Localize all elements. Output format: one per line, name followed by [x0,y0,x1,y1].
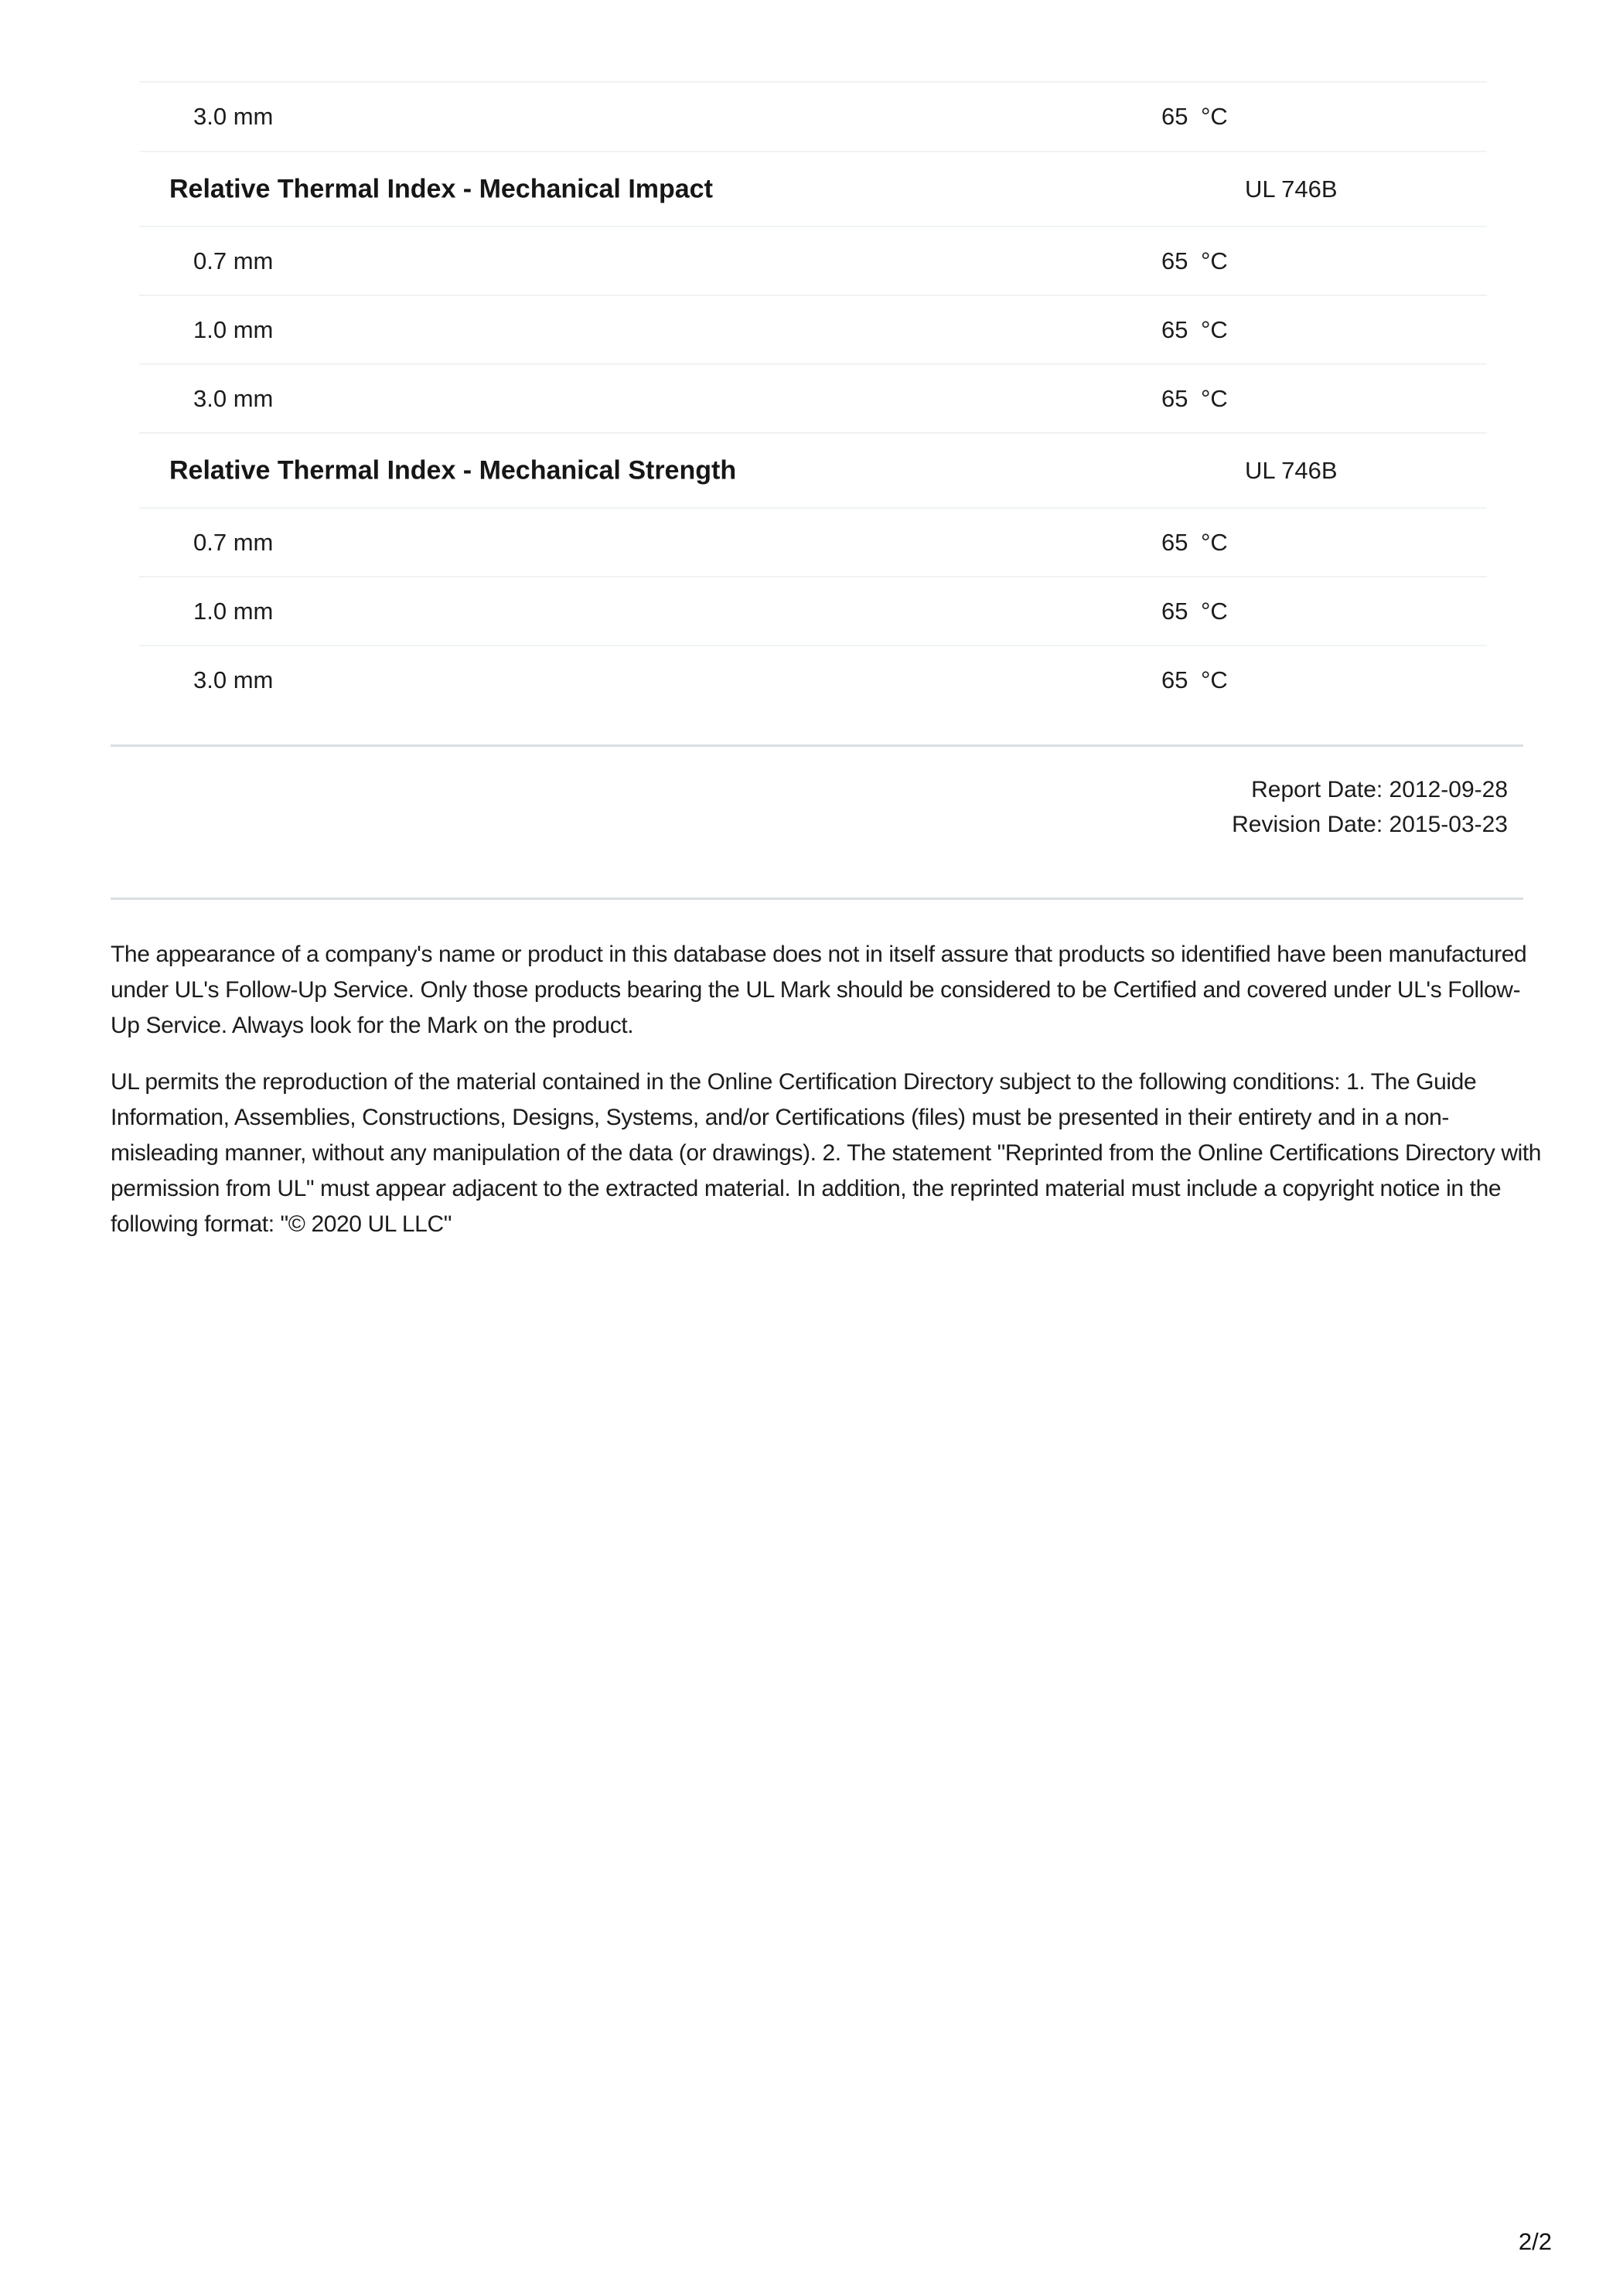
row-value: 65 [1161,315,1188,343]
row-thickness: 3.0 mm [193,666,274,693]
row-thickness: 0.7 mm [193,247,274,274]
row-value: 65 [1161,247,1188,274]
row-unit: °C [1201,597,1228,625]
row-thickness: 3.0 mm [193,384,274,412]
section-title: Relative Thermal Index - Mechanical Strength [169,455,737,485]
report-dates [111,772,1508,842]
row-thickness: 1.0 mm [193,597,274,625]
section-header-row [139,432,1487,507]
row-unit: °C [1201,247,1228,274]
table-row [139,507,1487,576]
row-value: 65 [1161,666,1188,693]
revision-date: Revision Date: 2015-03-23 [1232,812,1508,837]
row-unit: °C [1201,666,1228,693]
section-header-row [139,151,1487,226]
standard-label: UL 746B [1245,456,1338,484]
disclaimer-paragraph-1: The appearance of a company's name or product in this database does not in itself assure that products so identified have been manufactured under UL's Follow-Up Service. Only those products bearing the UL Mark should be considered to be Certified and covered under UL's Follow-Up Service. Always look for the Mark on the product. [111,942,1527,1038]
report-date: Report Date: 2012-09-28 [1251,777,1508,802]
table-row [139,576,1487,645]
row-thickness: 1.0 mm [193,315,274,343]
row-thickness: 0.7 mm [193,528,274,556]
row-value: 65 [1161,384,1188,412]
disclaimer-paragraph-2: UL permits the reproduction of the material contained in the Online Certification Directory subject to the following conditions: 1. The Guide Information, Assemblies, Constructions, Designs, Systems, and/or Certifications (files) must be presented in their entirety and in a non-misleading manner, without any manipulation of the data (or drawings). 2. The statement "Reprinted from the Online Certifications Directory with permission from UL" must appear adjacent to the extracted material. In addition, the reprinted material must include a copyright notice in the following format: "© 2020 UL LLC" [111,1069,1542,1237]
table-row [139,295,1487,363]
section-divider [111,744,1523,747]
row-unit: °C [1201,384,1228,412]
row-unit: °C [1201,103,1228,130]
row-thickness: 3.0 mm [193,103,274,130]
row-value: 65 [1161,103,1188,130]
table-row [139,226,1487,295]
section-title: Relative Thermal Index - Mechanical Impact [169,174,713,203]
thermal-index-table [139,81,1487,714]
row-unit: °C [1201,528,1228,556]
section-divider [111,898,1523,900]
table-row [139,81,1487,151]
table-row [139,363,1487,432]
page-number: 2/2 [1518,2228,1552,2255]
row-value: 65 [1161,597,1188,625]
standard-label: UL 746B [1245,175,1338,203]
row-unit: °C [1201,315,1228,343]
table-row [139,645,1487,714]
row-value: 65 [1161,528,1188,556]
